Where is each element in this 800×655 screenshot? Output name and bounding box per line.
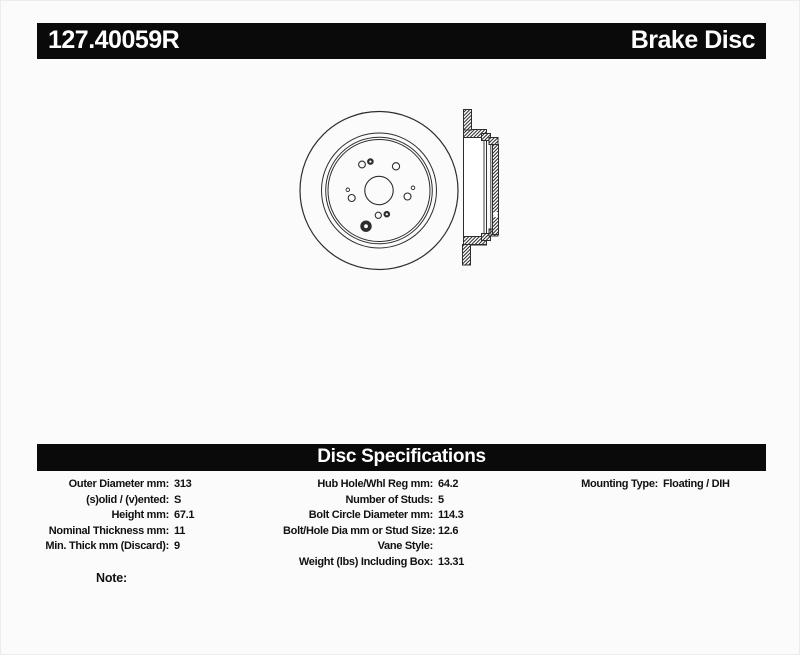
spec-row xyxy=(36,539,194,555)
lug-holes xyxy=(348,161,411,218)
spec-row xyxy=(559,477,730,493)
spec-value: 67.1 xyxy=(174,509,195,521)
spec-row xyxy=(283,539,464,555)
spec-value: 313 xyxy=(174,478,192,490)
spec-section-header xyxy=(37,444,766,471)
technical-drawing xyxy=(281,91,516,281)
spec-column-left xyxy=(36,477,194,555)
spec-label: Bolt Circle Diameter mm: xyxy=(308,509,433,521)
spec-value: Floating / DIH xyxy=(663,478,730,490)
spec-label: Nominal Thickness mm: xyxy=(48,524,169,537)
spec-column-middle xyxy=(283,477,464,570)
spec-row xyxy=(283,477,464,493)
flange-top xyxy=(464,110,472,131)
note-row xyxy=(96,571,133,585)
spec-label: Weight (lbs) Including Box: xyxy=(298,555,433,568)
disc-front-view xyxy=(300,112,458,270)
spec-column-right xyxy=(559,477,730,493)
note-label: Note: xyxy=(96,571,127,585)
part-number: 127.40059R xyxy=(48,25,180,54)
spec-value: 12.6 xyxy=(438,524,459,537)
spec-label: Height mm: xyxy=(111,509,169,521)
header-bar xyxy=(37,23,766,59)
hub-hole xyxy=(365,176,393,204)
product-title: Brake Disc xyxy=(630,25,755,54)
hat-wall-hole-gap xyxy=(493,212,497,217)
spec-label: Min. Thick mm (Discard): xyxy=(45,540,169,552)
spec-row xyxy=(283,555,464,571)
spec-label: Outer Diameter mm: xyxy=(68,478,169,490)
brake-disc-drawing-svg xyxy=(281,91,516,281)
spec-row xyxy=(36,524,194,540)
spec-row xyxy=(283,524,464,540)
spec-label: Mounting Type: xyxy=(581,478,658,490)
spec-section-title: Disc Specifications xyxy=(317,446,486,467)
spec-value: 5 xyxy=(438,493,444,506)
spec-row xyxy=(36,508,194,524)
spec-label: Hub Hole/Whl Reg mm: xyxy=(317,478,433,490)
spec-value: 9 xyxy=(174,540,180,552)
spec-label: (s)olid / (v)ented: xyxy=(86,493,169,506)
spec-row xyxy=(283,508,464,524)
disc-cross-section xyxy=(463,110,499,266)
flange-bottom xyxy=(463,245,471,266)
spec-label: Bolt/Hole Dia mm or Stud Size: xyxy=(283,524,436,537)
small-holes xyxy=(346,186,415,192)
spec-value: 13.31 xyxy=(438,555,465,568)
spec-label: Number of Studs: xyxy=(345,493,433,506)
spec-value: 11 xyxy=(174,524,186,537)
spec-label: Vane Style: xyxy=(377,540,433,552)
spec-row xyxy=(283,493,464,509)
spec-value: S xyxy=(174,493,182,506)
spec-value: 114.3 xyxy=(438,509,464,521)
spec-value: 64.2 xyxy=(438,478,459,490)
spec-row xyxy=(36,477,194,493)
spec-row xyxy=(36,493,194,509)
